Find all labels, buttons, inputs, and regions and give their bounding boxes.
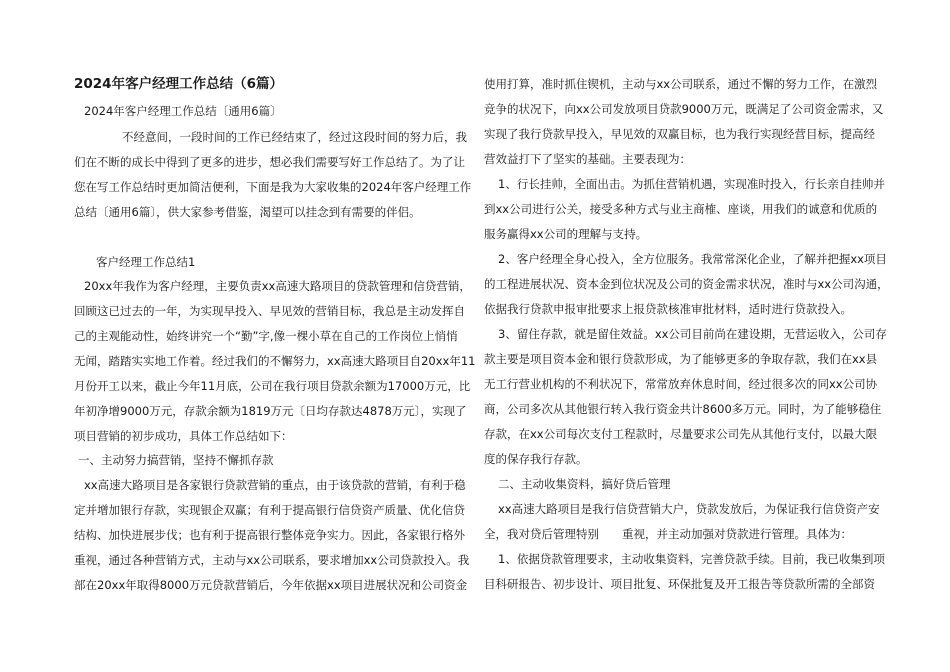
paragraph-line: 年初净增9000万元，存款余额为1819万元〔日均存款达4878万元〕，实现了 [74,404,467,418]
paragraph-line: 回顾这已过去的一年，为实现早投入、早见效的营销目标，我总是主动发挥自 [74,304,465,318]
paragraph-line: 重视，通过各种营销方式，主动与xx公司联系，要求增加xx公司贷款投入。我 [74,553,470,567]
paragraph-line: 全，我对贷后管理特别 重视，并主动加强对贷款进行管理。具体为： [484,527,852,541]
section-heading: 二、主动收集资料，搞好贷后管理 [498,477,671,491]
paragraph-line: 总结〔通用6篇〕，供大家参考借鉴，渴望可以挂念到有需要的伴侣。 [74,205,421,219]
document-subtitle: 2024年客户经理工作总结〔通用6篇〕 [84,104,282,118]
paragraph-line: 度的保存我行存款。 [484,452,588,466]
paragraph-line: 商，公司多次从其他银行转入我行资金共计8600多万元。同时，为了能够稳住 [484,402,882,416]
paragraph-line: 营效益打下了坚实的基础。主要表现为： [484,152,691,166]
list-item: 1、行长挂帅，全面出击。为抓住营销机遇，实现准时投入，行长亲自挂帅并 [498,177,885,191]
section-heading: 一、主动努力搞营销，坚持不懈抓存款 [78,453,274,467]
paragraph-line: 己的主观能动性，始终讲究一个“勤”字,像一棵小草在自己的工作岗位上悄悄 [74,329,458,343]
paragraph-line: xx高速大路项目是我行信贷营销大户，贷款发放后，为保证我行信贷资产安 [498,502,880,516]
list-item: 1、依据贷款管理要求，主动收集资料，完善贷款手续。目前，我已收集到项 [498,552,885,566]
paragraph-line: 竞争的状况下，向xx公司发放项目贷款9000万元，既满足了公司资金需求，又 [484,102,884,116]
paragraph-line: 20xx年我作为客户经理，主要负责xx高速大路项目的贷款管理和信贷营销， [84,279,471,293]
paragraph-line: 目科研报告、初步设计、项目批复、环保批复及开工报告等贷款所需的全部资 [484,577,875,591]
paragraph-line: 项目营销的初步成功，具体工作总结如下： [74,429,293,443]
paragraph-line: 依据我行贷款申报审批要求上报贷款核准审批材料，适时进行贷款投入。 [484,302,852,316]
paragraph-line: 的工程进展状况、资本金到位状况及公司的资金需求状况，准时与xx公司沟通， [484,277,889,291]
paragraph-line: 到xx公司进行公关，接受多种方式与业主商榷、座谈，用我们的诚意和优质的 [484,202,878,216]
paragraph-line: 定并增加银行存款，实现银企双赢；有利于提高银行信贷资产质量、优化信贷 [74,503,465,517]
list-item: 3、留住存款，就是留住效益。xx公司目前尚在建设期，无营运收入，公司存 [498,327,887,341]
list-item: 2、客户经理全身心投入，全方位服务。我常常深化企业，了解并把握xx项目 [498,252,887,266]
paragraph-line: 月份开工以来，截止今年11月底，公司在我行项目贷款余额为17000万元，比 [74,379,471,393]
paragraph-line: 们在不断的成长中得到了更多的进步，想必我们需要写好工作总结了。为了让 [74,155,465,169]
paragraph-line: 款主要是项目资本金和银行贷款形成，为了能够更多的争取存款，我们在xx县 [484,352,878,366]
paragraph-line: 服务赢得xx公司的理解与支持。 [484,227,648,241]
paragraph-line: 使用打算，准时抓住锲机，主动与xx公司联系，通过不懈的努力工作，在激烈 [484,77,878,91]
paragraph-line: 存款，在xx公司每次支付工程款时，尽量要求公司先从其他行支付，以最大限 [484,427,878,441]
paragraph-line: 结构、加快进展步伐；也有利于提高银行整体竞争实力。因此，各家银行格外 [74,528,465,542]
paragraph-line: 实现了我行贷款早投入，早见效的双赢目标，也为我行实现经营目标，提高经 [484,127,875,141]
paragraph-line: 不经意间，一段时间的工作已经结束了，经过这段时间的努力后，我 [122,130,467,144]
section-heading: 客户经理工作总结1 [96,255,196,269]
document-title: 2024年客户经理工作总结（6篇） [74,76,283,92]
paragraph-line: 您在写工作总结时更加简洁便利，下面是我为大家收集的2024年客户经理工作 [74,180,472,194]
paragraph-line: 无工行营业机构的不利状况下，常常放弃休息时间，经过很多次的同xx公司协 [484,377,878,391]
paragraph-line: xx高速大路项目是各家银行贷款营销的重点，由于该贷款的营销，有利于稳 [84,478,466,492]
paragraph-line: 无闻，踏踏实实地工作着。经过我们的不懈努力，xx高速大路项目自20xx年11 [74,354,476,368]
paragraph-line: 部在20xx年取得8000万元贷款营销后，今年依据xx项目进展状况和公司资金 [74,578,468,592]
